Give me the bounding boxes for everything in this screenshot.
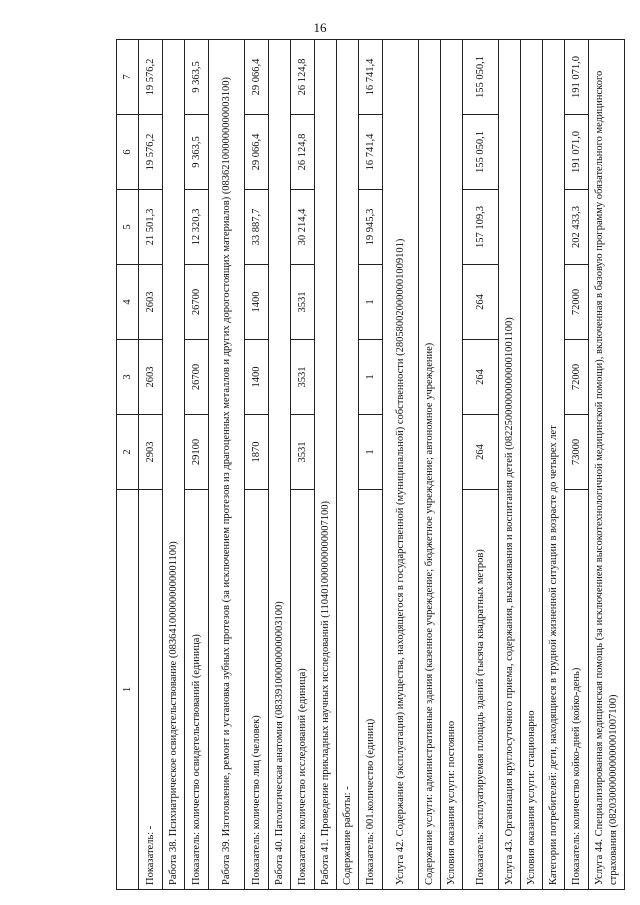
value-cell: 19 576,2 — [139, 40, 163, 115]
header-cell: 5 — [117, 190, 139, 265]
section-row — [589, 40, 625, 890]
table-header-row — [117, 40, 139, 890]
value-cell: 19 576,2 — [139, 115, 163, 190]
value-cell: 26700 — [185, 265, 209, 340]
indicator-row — [565, 40, 589, 890]
value-cell: 1 — [359, 340, 383, 415]
value-cell: 72000 — [565, 340, 589, 415]
section-row — [383, 40, 419, 890]
section-row — [209, 40, 245, 890]
header-cell: 3 — [117, 340, 139, 415]
indicator-label: Показатель: количество освидетельствований (единица) — [185, 490, 209, 890]
value-cell: 2603 — [139, 340, 163, 415]
indicator-label: Показатель: эксплуатируемая площадь зданий (тысяча квадратных метров) — [463, 490, 499, 890]
value-cell: 9 363,5 — [185, 40, 209, 115]
value-cell: 157 109,3 — [463, 190, 499, 265]
value-cell: 29 066,4 — [245, 40, 269, 115]
value-cell: 72000 — [565, 265, 589, 340]
value-cell: 1870 — [245, 415, 269, 490]
section-label: Работа 39. Изготовление, ремонт и установка зубных протезов (за исключением протезов из драгоценных металлов и других дорогостоящих материалов) (083621000000000003100) — [209, 40, 245, 890]
section-label: Услуга 44. Специализированная медицинская помощь (за исключением высокотехнологичной медицинской помощи), включенная в базовую программу обязательного медицинского страхования (082030000000000001007100) — [589, 40, 625, 890]
value-cell: 3531 — [291, 265, 315, 340]
section-label: Работа 41. Проведение прикладных научных исследований (110401000000000007100) — [315, 40, 337, 890]
indicator-label: Показатель: количество лиц (человек) — [245, 490, 269, 890]
value-cell: 29100 — [185, 415, 209, 490]
value-cell: 16 741,4 — [359, 40, 383, 115]
value-cell: 3531 — [291, 340, 315, 415]
indicator-label: Показатель: количество койко-дней (койко-день) — [565, 490, 589, 890]
section-row — [315, 40, 337, 890]
budget-indicators-table — [116, 39, 625, 890]
indicator-row — [185, 40, 209, 890]
header-cell: 6 — [117, 115, 139, 190]
indicator-label: Показатель: - — [139, 490, 163, 890]
header-cell: 7 — [117, 40, 139, 115]
section-row — [543, 40, 565, 890]
value-cell: 191 071,0 — [565, 115, 589, 190]
value-cell: 30 214,4 — [291, 190, 315, 265]
indicator-row — [139, 40, 163, 890]
value-cell: 9 363,5 — [185, 115, 209, 190]
section-label: Услуга 43. Организация круглосуточного приема, содержания, выхаживания и воспитания детей (082250000000000001001100) — [499, 40, 521, 890]
value-cell: 26 124,8 — [291, 40, 315, 115]
section-row — [499, 40, 521, 890]
value-cell: 264 — [463, 265, 499, 340]
section-label: Работа 38. Психиатрическое освидетельствование (083641000000000001100) — [163, 40, 185, 890]
indicator-row — [359, 40, 383, 890]
indicator-row — [291, 40, 315, 890]
indicator-label: Показатель: 001.количество (единиц) — [359, 490, 383, 890]
value-cell: 155 050,1 — [463, 115, 499, 190]
section-label: Содержание услуги: административные здания (казенное учреждение; бюджетное учреждение; автономное учреждение) — [419, 40, 441, 890]
value-cell: 12 320,3 — [185, 190, 209, 265]
value-cell: 19 945,3 — [359, 190, 383, 265]
value-cell: 191 071,0 — [565, 40, 589, 115]
value-cell: 21 501,3 — [139, 190, 163, 265]
value-cell: 1400 — [245, 340, 269, 415]
section-row — [441, 40, 463, 890]
section-label: Условия оказания услуги: стационарно — [521, 40, 543, 890]
value-cell: 26700 — [185, 340, 209, 415]
rotated-table-container — [116, 40, 619, 890]
value-cell: 1 — [359, 415, 383, 490]
value-cell: 2903 — [139, 415, 163, 490]
indicator-row — [245, 40, 269, 890]
section-row — [269, 40, 291, 890]
section-label: Содержание работы: - — [337, 40, 359, 890]
indicator-row — [463, 40, 499, 890]
header-cell: 4 — [117, 265, 139, 340]
value-cell: 2603 — [139, 265, 163, 340]
value-cell: 264 — [463, 340, 499, 415]
value-cell: 1 — [359, 265, 383, 340]
header-cell: 1 — [117, 490, 139, 890]
indicator-label: Показатель: количество исследований (единица) — [291, 490, 315, 890]
value-cell: 16 741,4 — [359, 115, 383, 190]
value-cell: 202 433,3 — [565, 190, 589, 265]
value-cell: 29 066,4 — [245, 115, 269, 190]
section-row — [419, 40, 441, 890]
value-cell: 155 050,1 — [463, 40, 499, 115]
section-row — [521, 40, 543, 890]
section-label: Условия оказания услуги: постоянно — [441, 40, 463, 890]
value-cell: 26 124,8 — [291, 115, 315, 190]
section-row — [163, 40, 185, 890]
value-cell: 33 887,7 — [245, 190, 269, 265]
section-label: Работа 40. Патологическая анатомия (083391000000000003100) — [269, 40, 291, 890]
section-label: Категории потребителей: дети, находящиеся в трудной жизненной ситуации в возрасте до четырех лет — [543, 40, 565, 890]
value-cell: 73000 — [565, 415, 589, 490]
section-label: Услуга 42. Содержание (эксплуатация) имущества, находящегося в государственной (муниципальной) собственности (280580020000001009101) — [383, 40, 419, 890]
header-cell: 2 — [117, 415, 139, 490]
value-cell: 1400 — [245, 265, 269, 340]
section-row — [337, 40, 359, 890]
value-cell: 264 — [463, 415, 499, 490]
page-number: 16 — [313, 20, 327, 35]
value-cell: 3531 — [291, 415, 315, 490]
